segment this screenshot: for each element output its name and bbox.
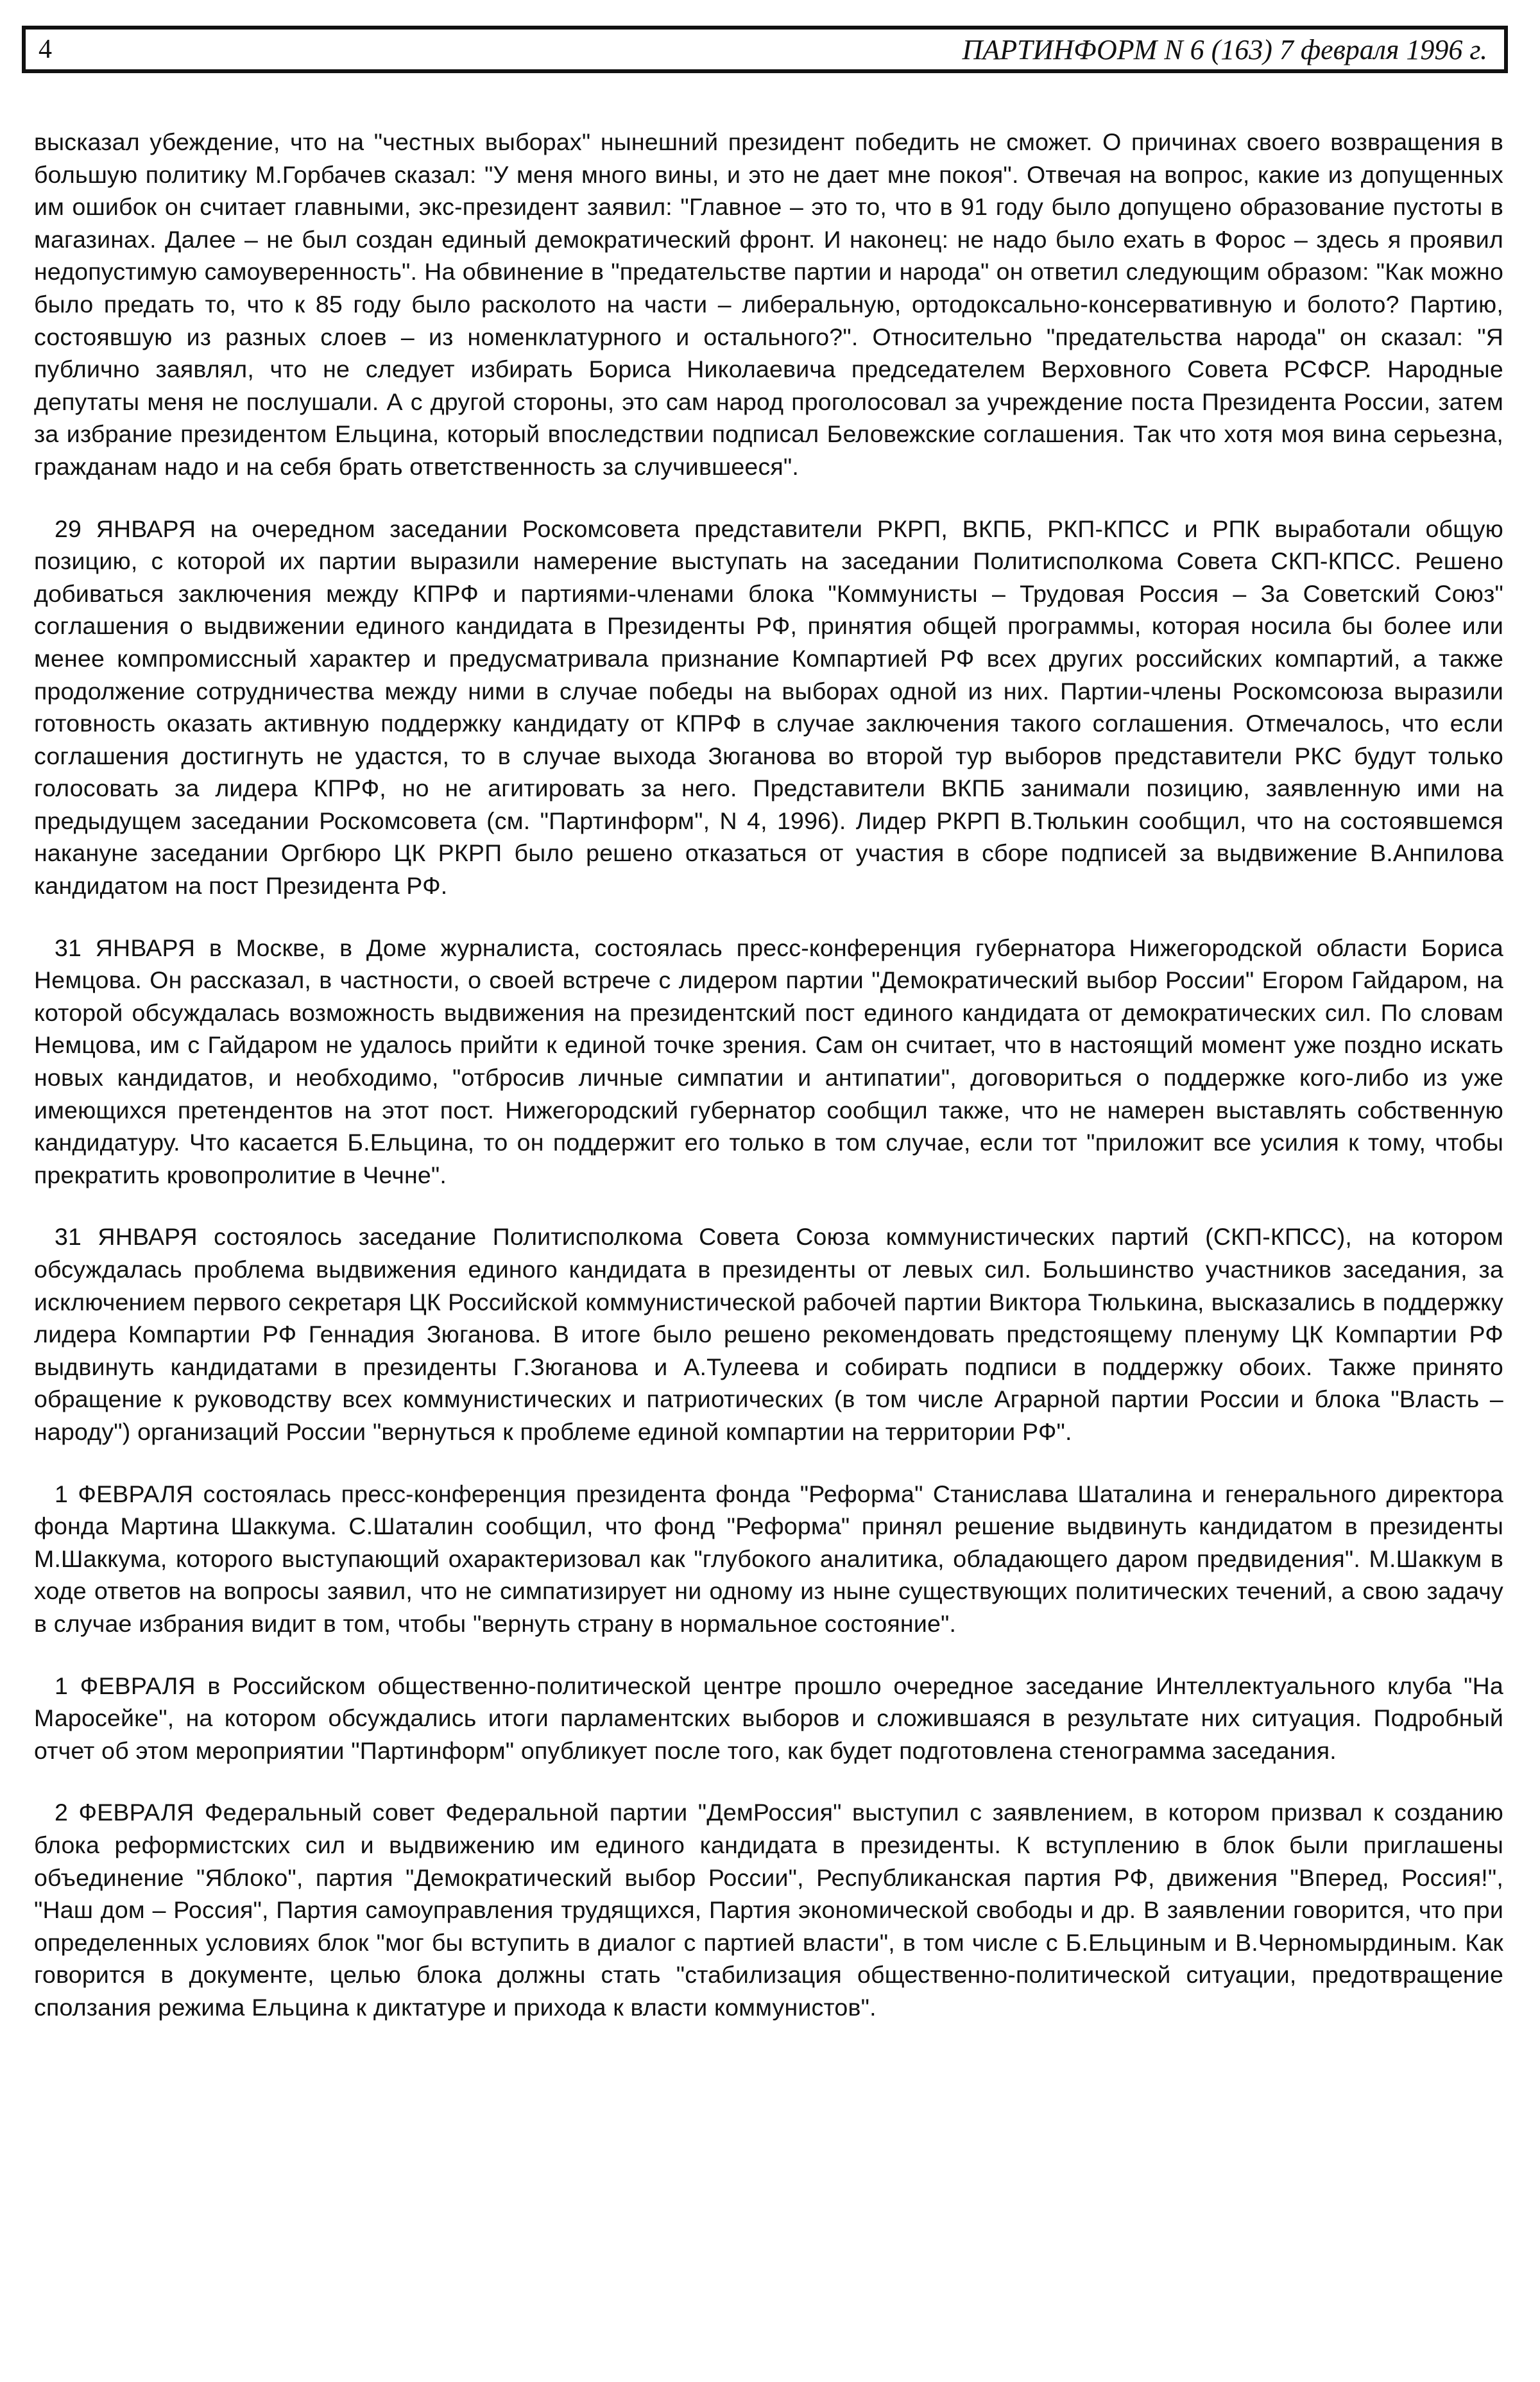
page-number: 4 [38, 35, 52, 64]
article-body [34, 126, 1503, 2053]
page-header [22, 26, 1508, 73]
paragraph-feb-1-reforma: 1 ФЕВРАЛЯ состоялась пресс-конференция президента фонда "Реформа" Станислава Шаталина и генерального директора фонда Мартина Шаккума. С.Шаталин сообщил, что фонд "Реформа" принял решение выдвинуть кандидатом в президенты М.Шаккума, которого выступающий охарактеризовал как "глубокого аналитика, обладающего даром предвидения". М.Шаккум в ходе ответов на вопросы заявил, что не симпатизирует ни одному из ныне существующих политических течений, а свою задачу в случае избрания видит в том, чтобы "вернуть страну в нормальное состояние". [34, 1480, 1503, 1637]
paragraph-feb-2-demrossiya: 2 ФЕВРАЛЯ Федеральный совет Федеральной партии "ДемРоссия" выступил с заявлением, в котором призвал к созданию блока реформистских сил и выдвижению им единого кандидата в президенты. К вступлению в блок были приглашены объединение "Яблоко", партия "Демократический выбор России", Республиканская партия РФ, движения "Вперед, Россия!", "Наш дом – Россия", Партия самоуправления трудящихся, Партия экономической свободы и др. В заявлении говорится, что при определенных условиях блок "мог бы вступить в диалог с партией власти", в том числе с Б.Ельциным и В.Черномырдиным. Как говорится в документе, целью блока должны стать "стабилизация общественно-политической ситуации, предотвращение сползания режима Ельцина к диктатуре и прихода к власти коммунистов". [34, 1799, 1503, 2021]
paragraph-feb-1-club: 1 ФЕВРАЛЯ в Российском общественно-политической центре прошло очередное заседание Интеллектуального клуба "На Маросейке", на котором обсуждались итоги парламентских выборов и сложившаяся в результате них ситуация. Подробный отчет об этом мероприятии "Партинформ" опубликует после того, как будет подготовлена стенограмма заседания. [34, 1672, 1503, 1764]
paragraph-jan-31-nemtsov: 31 ЯНВАРЯ в Москве, в Доме журналиста, состоялась пресс-конференция губернатора Нижегородской области Бориса Немцова. Он рассказал, в частности, о своей встрече с лидером партии "Демократический выбор России" Егором Гайдаром, на которой обсуждалась возможность выдвижения на президентский пост единого кандидата от демократических сил. По словам Немцова, им с Гайдаром не удалось прийти к единой точке зрения. Сам он считает, что в настоящий момент уже поздно искать новых кандидатов, и необходимо, "отбросив личные симпатии и антипатии", договориться о поддержке кого-либо из уже имеющихся претендентов на этот пост. Нижегородский губернатор сообщил также, что не намерен выставлять собственную кандидатуру. Что касается Б.Ельцина, то он поддержит его только в том случае, если тот "приложит все усилия к тому, чтобы прекратить кровопролитие в Чечне". [34, 934, 1503, 1188]
paragraph-jan-31-skp: 31 ЯНВАРЯ состоялось заседание Политисполкома Совета Союза коммунистических партий (СКП-КПСС), на котором обсуждалась проблема выдвижения единого кандидата в президенты от левых сил. Большинство участников заседания, за исключением первого секретаря ЦК Российской коммунистической рабочей партии Виктора Тюлькина, высказались в поддержку лидера Компартии РФ Геннадия Зюганова. В итоге было решено рекомендовать предстоящему пленуму ЦК Компартии РФ выдвинуть кандидатами в президенты Г.Зюганова и А.Тулеева и собирать подписи в поддержку обоих. Также принято обращение к руководству всех коммунистических и патриотических (в том числе Аграрной партии России и блока "Власть – народу") организаций России "вернуться к проблеме единой компартии на территории РФ". [34, 1223, 1503, 1445]
issue-title: ПАРТИНФОРМ N 6 (163) 7 февраля 1996 г. [962, 33, 1487, 65]
paragraph-jan-29: 29 ЯНВАРЯ на очередном заседании Роскомсовета представители РКРП, ВКПБ, РКП-КПСС и РПК выработали общую позицию, с которой их партии выразили намерение выступать на заседании Политисполкома Совета СКП-КПСС. Решено добиваться заключения между КПРФ и партиями-членами блока "Коммунисты – Трудовая Россия – За Советский Союз" соглашения о выдвижении единого кандидата в Президенты РФ, принятия общей программы, которая носила бы более или менее компромиссный характер и предусматривала признание Компартией РФ всех других российских компартий, а также продолжение сотрудничества между ними в случае победы на выборах одной из них. Партии-члены Роскомсоюза выразили готовность оказать активную поддержку кандидату от КПРФ в случае заключения такого соглашения. Отмечалось, что если соглашения достигнуть не удастся, то в случае выхода Зюганова во второй тур выборов представители РКС будут только голосовать за лидера КПРФ, но не агитировать за него. Представители ВКПБ занимали позицию, заявленную ими на предыдущем заседании Роскомсовета (см. "Партинформ", N 4, 1996). Лидер РКРП В.Тюлькин сообщил, что на состоявшемся накануне заседании Оргбюро ЦК РКРП было решено отказаться от участия в сборе подписей за выдвижение В.Анпилова кандидатом на пост Президента РФ. [34, 515, 1503, 900]
paragraph-gorbachev: высказал убеждение, что на "честных выборах" нынешний президент победить не сможет. О причинах своего возвращения в большую политику М.Горбачев сказал: "У меня много вины, и это не дает мне покоя". Отвечая на вопрос, какие из допущенных им ошибок он считает главными, экс-президент заявил: "Главное – это то, что в 91 году было допущено образование пустоты в магазинах. Далее – не был создан единый демократический фронт. И наконец: не надо было ехать в Форос – здесь я проявил недопустимую самоуверенность". На обвинение в "предательстве партии и народа" он ответил следующим образом: "Как можно было предать то, что к 85 году было расколото на части – либеральную, ортодоксально-консервативную и болото? Партию, состоявшую из разных слоев – из номенклатурного и остального?". Относительно "предательства народа" он сказал: "Я публично заявлял, что не следует избирать Бориса Николаевича председателем Верховного Совета РСФСР. Народные депутаты меня не послушали. А с другой стороны, это сам народ проголосовал за учреждение поста Президента России, затем за избрание президентом Ельцина, который впоследствии подписал Беловежские соглашения. Так что хотя моя вина серьезна, гражданам надо и на себя брать ответственность за случившееся". [34, 128, 1503, 480]
